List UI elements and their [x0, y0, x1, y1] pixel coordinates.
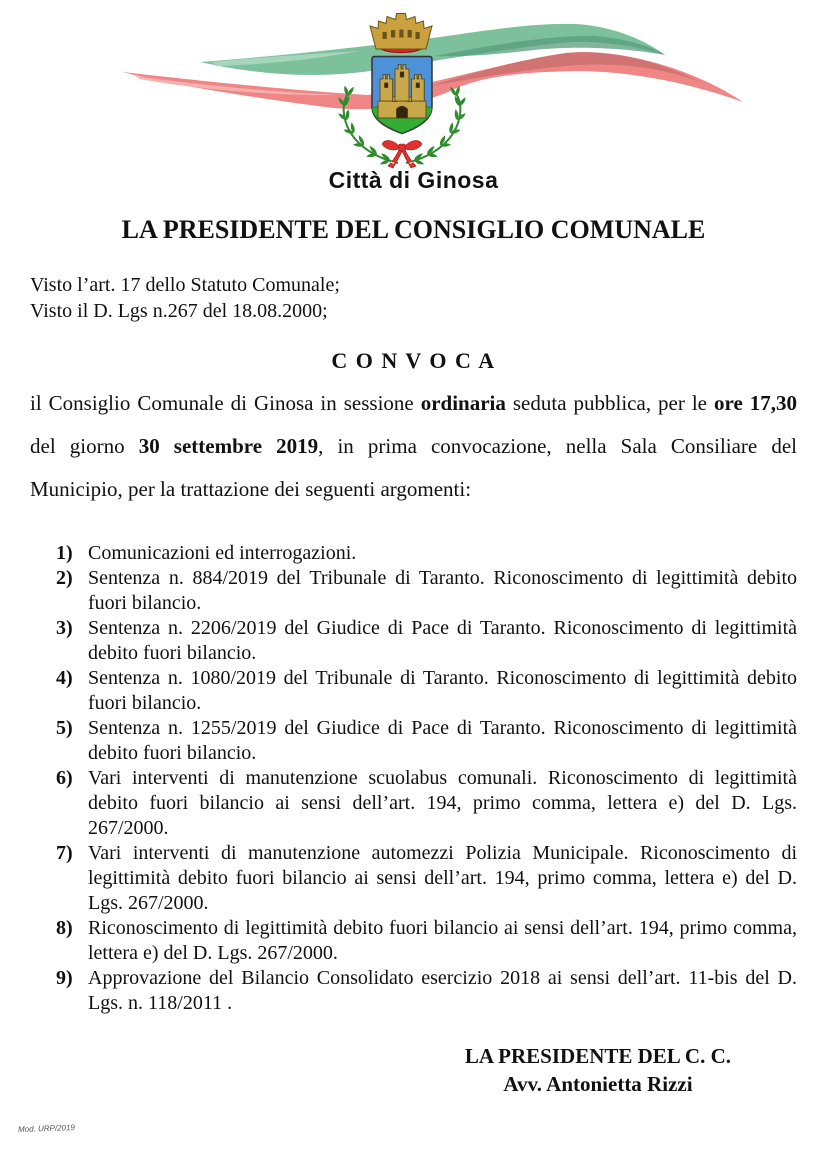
agenda-item-number: 9) [56, 967, 73, 989]
agenda-item-number: 1) [56, 542, 73, 564]
agenda-item-number: 7) [56, 842, 73, 864]
agenda-item-text: Sentenza n. 2206/2019 del Giudice di Pace di Taranto. Riconoscimento di legittimità debito fuori bilancio. [88, 617, 797, 664]
signature-role: LA PRESIDENTE DEL C. C. [464, 1044, 731, 1068]
city-name: Città di Ginosa [328, 167, 499, 193]
agenda-item-text: Comunicazioni ed interrogazioni. [88, 542, 357, 564]
document-title: LA PRESIDENTE DEL CONSIGLIO COMUNALE [121, 215, 706, 244]
ribbon-bow-icon [382, 140, 422, 168]
agenda-item-number: 6) [56, 767, 73, 789]
agenda-item [56, 766, 797, 841]
agenda-item-text: Riconoscimento di legittimità debito fuori bilancio ai sensi dell’art. 194, primo comma, lettera e) del D. Lgs. 267/2000. [88, 917, 797, 964]
agenda-item-text: Vari interventi di manutenzione scuolabus comunali. Riconoscimento di legittimità debito fuori bilancio ai sensi dell’art. 194, primo comma, lettera e) del D. Lgs. 267/2000. [88, 767, 797, 839]
agenda-item-number: 4) [56, 667, 73, 689]
agenda-item [56, 716, 797, 766]
convoca-heading: C O N V O C A [331, 348, 496, 373]
intro-segment: il Consiglio Comunale di Ginosa in sessione [30, 391, 421, 415]
agenda-item [56, 966, 797, 1016]
agenda-item-number: 2) [56, 567, 73, 589]
intro-bold-segment: ore 17,30 [714, 391, 797, 415]
agenda-list [56, 541, 797, 1016]
intro-segment: seduta pubblica, per le [505, 391, 714, 415]
agenda-item [56, 666, 797, 716]
agenda-item-text: Sentenza n. 1080/2019 del Tribunale di Taranto. Riconoscimento di legittimità debito fuori bilancio. [88, 667, 797, 714]
signature-name: Avv. Antonietta Rizzi [503, 1072, 693, 1096]
agenda-item-text: Vari interventi di manutenzione automezzi Polizia Municipale. Riconoscimento di legittimità debito fuori bilancio ai sensi dell’art. 194, primo comma, lettera e) del D. Lgs. 267/2000. [88, 842, 797, 914]
footer-note: Mod. URP/2019 [17, 1123, 76, 1134]
agenda-item-text: Sentenza n. 1255/2019 del Giudice di Pace di Taranto. Riconoscimento di legittimità debito fuori bilancio. [88, 717, 797, 764]
signature-block [465, 1042, 731, 1098]
agenda-item [56, 916, 797, 966]
agenda-item-text: Approvazione del Bilancio Consolidato esercizio 2018 ai sensi dell’art. 11-bis del D. Lgs. n. 118/2011 . [88, 967, 797, 1014]
agenda-item-number: 8) [56, 917, 73, 939]
premise-line-2: Visto il D. Lgs n.267 del 18.08.2000; [30, 300, 328, 322]
tricolor-ribbon-icon [123, 24, 743, 109]
agenda-item-text: Sentenza n. 884/2019 del Tribunale di Taranto. Riconoscimento di legittimità debito fuori bilancio. [88, 567, 797, 614]
intro-bold-segment: 30 settembre 2019 [138, 434, 319, 458]
intro-segment: , in prima convocazione, nella Sala Consiliare del Municipio, per la trattazione dei seguenti argomenti: [30, 434, 797, 501]
intro-bold-segment: ordinaria [420, 391, 506, 415]
shield-icon [372, 57, 432, 134]
agenda-item [56, 541, 797, 566]
agenda-item-number: 5) [56, 717, 73, 739]
mural-crown-icon [370, 14, 432, 53]
agenda-item [56, 616, 797, 666]
premise-block [30, 272, 797, 324]
intro-paragraph [30, 382, 797, 511]
agenda-item [56, 566, 797, 616]
agenda-item-number: 3) [56, 617, 73, 639]
intro-segment: del giorno [30, 434, 139, 458]
agenda-item [56, 841, 797, 916]
premise-line-1: Visto l’art. 17 dello Statuto Comunale; [30, 274, 340, 296]
header-artwork [0, 0, 827, 200]
